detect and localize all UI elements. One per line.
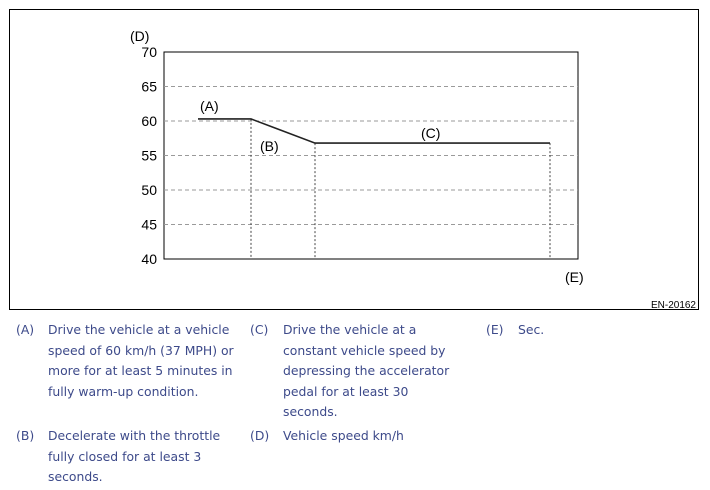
y-tick-label: 50 — [141, 182, 157, 198]
legend-text: Drive the vehicle at a constant vehicle speed by depressing the accelerator pedal for at least 30 seconds. — [283, 322, 450, 419]
diagram-frame — [9, 9, 699, 310]
legend-key: (B) — [16, 428, 35, 443]
y-tick-label: 55 — [141, 147, 157, 164]
legend-text: Decelerate with the throttle fully closed for at least 3 seconds. — [48, 428, 221, 484]
legend-item-c — [250, 320, 475, 425]
speed-chart — [10, 10, 700, 311]
legend-item-e — [486, 320, 686, 342]
phase-dividers — [251, 119, 550, 259]
legend-key: (E) — [486, 322, 504, 337]
y-axis-label: (D) — [130, 28, 150, 44]
legend-text: Sec. — [518, 322, 545, 337]
legend-item-b — [16, 426, 241, 488]
y-tick-label: 60 — [141, 113, 157, 129]
y-tick-label: 65 — [141, 78, 157, 95]
y-tick-label: 45 — [141, 216, 157, 233]
phase-label-c: (C) — [421, 125, 441, 141]
legend-text: Vehicle speed km/h — [283, 428, 404, 443]
figure-id: EN-20162 — [650, 300, 696, 311]
y-tick-label: 40 — [141, 251, 157, 267]
y-tick-label: 70 — [141, 44, 157, 60]
legend-text: Drive the vehicle at a vehicle speed of 60 km/h (37 MPH) or more for at least 5 minutes in fully warm-up condition. — [48, 322, 234, 399]
legend-item-d — [250, 426, 475, 448]
legend-key: (D) — [250, 428, 270, 443]
phase-label-b: (B) — [260, 138, 279, 154]
legend-key: (C) — [250, 322, 269, 337]
x-axis-label: (E) — [565, 269, 584, 285]
legend-item-a — [16, 320, 241, 425]
grid-lines — [164, 87, 578, 225]
y-tick-labels — [141, 44, 157, 267]
phase-label-a: (A) — [200, 98, 219, 114]
legend-key: (A) — [16, 322, 35, 337]
